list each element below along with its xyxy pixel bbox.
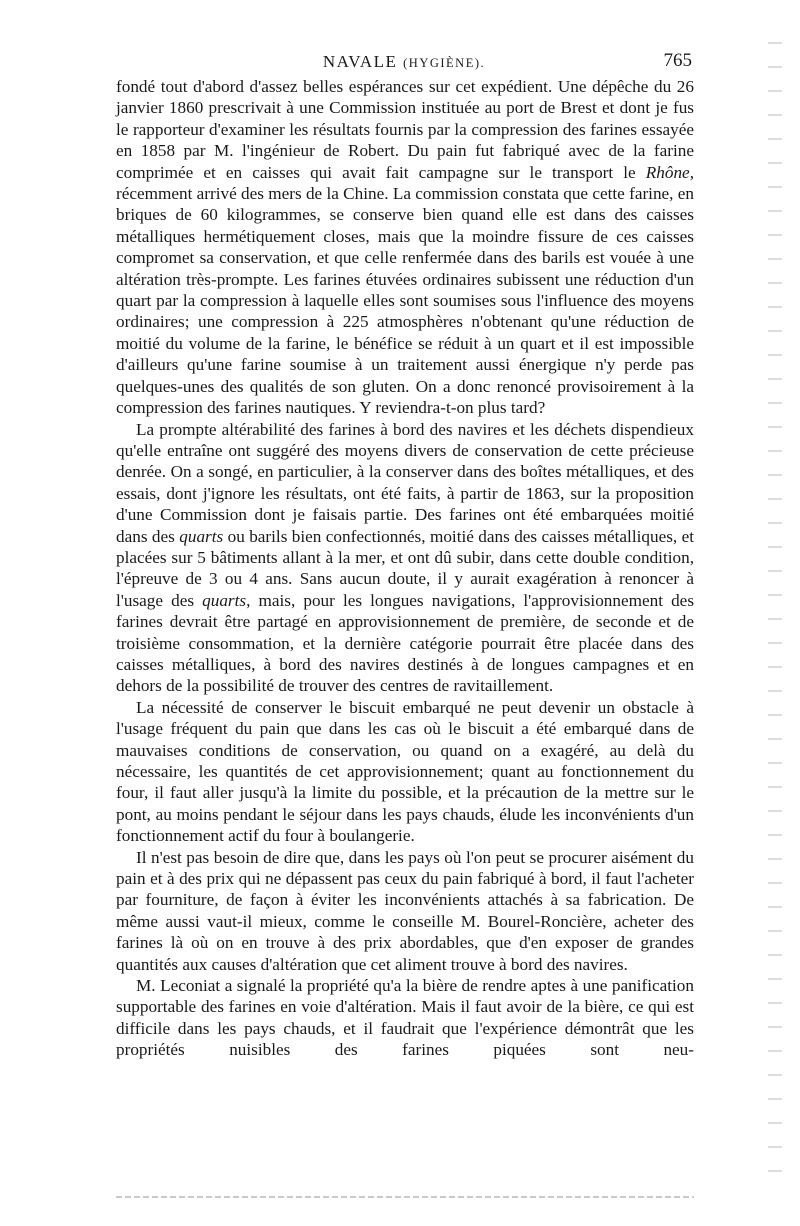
body-text	[116, 76, 694, 1061]
running-title-main: NAVALE	[322, 52, 398, 71]
paragraph-5: M. Leconiat a signalé la propriété qu'a la bière de rendre aptes à une panification supportable des farines en voie d'altération. Mais il faut avoir de la bière, ce qui est difficile dans les pays chauds, et il faudrait que l'expérience démontrât que les propriétés nuisibles des farines piquées sont neu-	[116, 976, 694, 1060]
scan-bottom-marks	[116, 1196, 694, 1198]
page-number: 765	[663, 50, 692, 71]
paragraph-3: La nécessité de conserver le biscuit embarqué ne peut devenir un obstacle à l'usage fréquent du pain que dans les cas où le biscuit a été embarqué dans de mauvaises conditions de conservation, ou quand on a exagéré, au delà du nécessaire, les quantités de cet approvisionnement; quant au fonctionnement du four, il faut aller jusqu'à la limite du possible, et la précaution de la mettre sur le pont, au moins pendant le séjour dans les pays chauds, élude les inconvénients d'un fonctionnement actif du four à boulangerie.	[116, 697, 694, 846]
running-title	[116, 52, 692, 72]
paragraph-1: fondé tout d'abord d'assez belles espérances sur cet expédient. Une dépêche du 26 janvier 1860 prescrivait à une Commission instituée au port de Brest et dont je fus le rapporteur d'examiner les résultats fournis par la compression des farines essayée en 1858 par M. l'ingénieur de Robert. Du pain fut fabriqué avec de la farine comprimée et en caisses qui avait fait campagne sur le transport le Rhône, récemment arrivé des mers de la Chine. La commission constata que cette farine, en briques de 60 kilogrammes, se conserve bien quand elle est dans des caisses métalliques hermétiquement closes, mais que la moindre fissure de ces caisses compromet sa conservation, et que celle renfermée dans des barils est vouée à une altération très-prompte. Les farines étuvées ordinaires subissent une réduction d'un quart par la compression à laquelle elles sont soumises sous l'influence des moyens ordinaires; une compression à 225 atmosphères n'obtenant qu'une réduction de moitié du volume de la farine, le bénéfice se réduit à un quart et il est impossible d'ailleurs qu'une farine soumise à un traitement aussi énergique n'y perde pas quelques-unes des qualités de son gluten. On a donc renoncé provisoirement à la compression des farines nautiques. Y reviendra-t-on plus tard?	[116, 77, 694, 418]
running-head	[116, 50, 692, 76]
paragraph-2: La prompte altérabilité des farines à bord des navires et les déchets dispendieux qu'elle entraîne ont suggéré des moyens divers de conservation de cette précieuse denrée. On a songé, en particulier, à la conserver dans des boîtes métalliques, et des essais, dont j'ignore les résultats, ont été faits, à partir de 1863, sur la proposition d'une Commission dont je faisais partie. Des farines ont été embarquées moitié dans des quarts ou barils bien confectionnés, moitié dans des caisses métalliques, et placées sur 5 bâtiments allant à la mer, et ont dû subir, dans cette double condition, l'épreuve de 3 ou 4 ans. Sans aucun doute, il y aurait exagération à renoncer à l'usage des quarts, mais, pour les longues navigations, l'approvisionnement des farines devrait être partagé en approvisionnement de première, de seconde et de troisième consommation, et la dernière catégorie pourrait être placée dans des caisses métalliques, à bord des navires destinés à de longues campagnes et en dehors de la possibilité de trouver des centres de ravitaillement.	[116, 419, 695, 696]
paragraph-4: Il n'est pas besoin de dire que, dans les pays où l'on peut se procurer aisément du pain et à des prix qui ne dépassent pas ceux du pain fabriqué à bord, il faut l'acheter par fourniture, de façon à éviter les inconvénients attachés à sa fabrication. De même aussi vaut-il mieux, comme le conseille M. Bourel-Roncière, acheter des farines là où on en trouve à des prix abordables, que d'en exposer de grandes quantités aux causes d'altération que cet aliment trouve à bord des navires.	[116, 847, 694, 974]
scan-margin-marks	[768, 20, 782, 1180]
running-title-subtitle: (HYGIÈNE).	[403, 56, 486, 70]
